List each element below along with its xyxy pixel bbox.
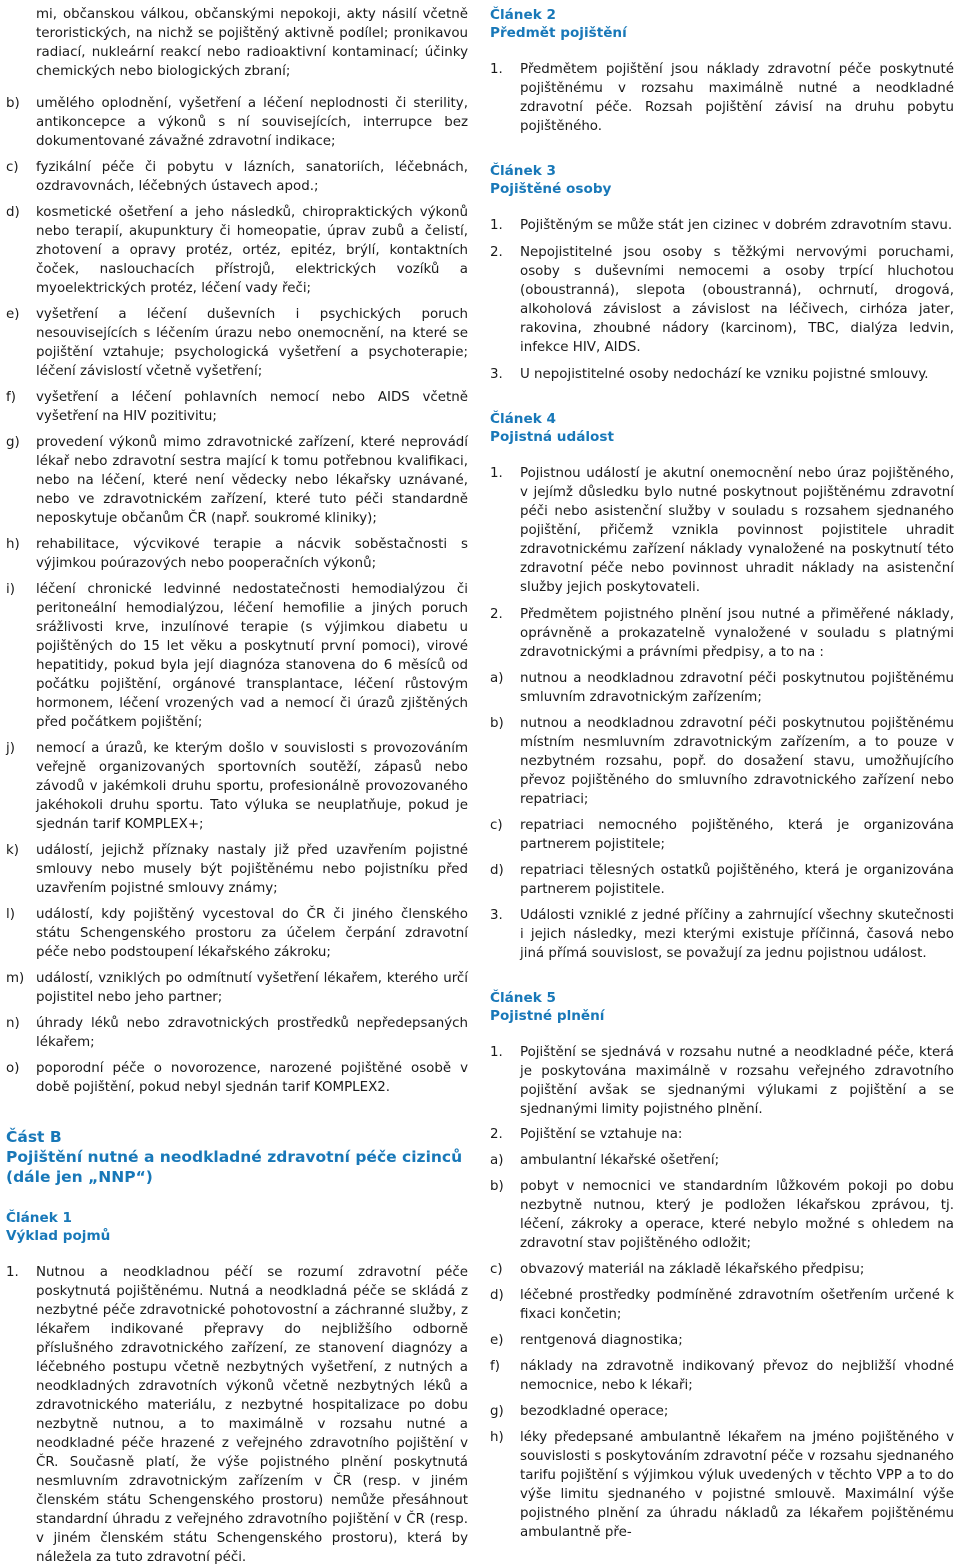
part-b-title: Pojištění nutné a neodkladné zdravotní péče cizinců (dále jen „NNP“): [6, 1148, 463, 1187]
item-label: b): [6, 96, 20, 112]
item-label: n): [6, 1016, 20, 1032]
item-label: f): [490, 1359, 500, 1374]
item-text: léčení chronické ledvinné nedostatečnosti hemodialýzou či peritoneální hemodialýzou, léčení hemofilie a jiných poruch srážlivosti krve, inzulínové terapie (s výjimkou diabetu u pojištěných do 15 let věku a poskytnutí první pomoci), virové hepatitidy, pokud byla její diagnóza stanovena do 6 měsíců od počátku pojištění, orgánové transplantace, léčení růstovým hormonem, léčení vrozených vad a nemocí či úrazů zjištěných před počátkem pojištění;: [36, 582, 468, 731]
item-text: léčebné prostředky podmíněné zdravotním ošetřením určené k fixaci končetin;: [520, 1288, 954, 1322]
exclusions-continuation: mi, občanskou válkou, občanskými nepokoji, akty násilí včetně teroristických, na nichž se pojištěný aktivně podílel; pronikavou radiací, nukleární reakcí nebo radioaktivní kontaminací; účinky chemických nebo biologických zbraní;: [36, 7, 468, 79]
item-text: událostí, kdy pojištěný vycestoval do ČR či jiného členského státu Schengenského prostoru za účelem čerpání zdravotní péče nebo podstoupení lékařského zákroku;: [36, 907, 468, 961]
article-5-sub-item-b: [490, 1177, 954, 1253]
item-label: d): [490, 863, 504, 878]
item-label: 1.: [6, 1265, 19, 1281]
item-text: obvazový materiál na základě lékařského předpisu;: [520, 1262, 865, 1277]
article-4-label: Článek 4: [490, 411, 556, 427]
article-4-sub-item-b: [490, 714, 954, 809]
right-column: [490, 0, 954, 1542]
item-label: i): [6, 582, 15, 598]
exclusion-item-h: [6, 535, 468, 573]
article-5-sub-item-g: [490, 1402, 954, 1421]
article-4-sub-item-d: [490, 861, 954, 899]
exclusion-item-j: [6, 739, 468, 834]
exclusion-item-d: [6, 203, 468, 298]
item-text: umělého oplodnění, vyšetření a léčení neplodnosti či sterility, antikoncepce a výkonů s ní souvisejících, interrupce bez dokumentované závažné zdravotní indikace;: [36, 96, 468, 150]
article-3-item-1: [490, 216, 954, 235]
item-label: l): [6, 907, 15, 923]
article-5-sub-item-f: [490, 1357, 954, 1395]
item-text: nutnou a neodkladnou zdravotní péči poskytnutou pojištěnému místním nesmluvním zdravotnickým zařízením, a to pouze v nezbytném rozsahu, popř. do dosažení stavu, umožňujícího převoz pojištěného do smluvního zdravotnického zařízení nebo repatriaci;: [520, 716, 954, 807]
item-text: vyšetření a léčení pohlavních nemocí nebo AIDS včetně vyšetření na HIV pozitivitu;: [36, 390, 468, 425]
item-text: rentgenová diagnostika;: [520, 1333, 683, 1348]
exclusion-item-e: [6, 305, 468, 381]
item-label: f): [6, 390, 16, 406]
item-label: c): [6, 160, 19, 176]
article-5-sub-item-a: [490, 1151, 954, 1170]
item-label: h): [6, 537, 20, 553]
item-text: provedení výkonů mimo zdravotnické zařízení, které neprovádí lékař nebo zdravotní sestra mající k tomu potřebnou kvalifikaci, nebo na léčení, které není vědecky nebo lékařsky uznávané, nebo ve zdravotnickém zařízení, které tuto péči standardně neposkytuje občanům ČR (např. soukromé kliniky);: [36, 435, 468, 527]
item-text: Předmětem pojištění jsou náklady zdravotní péče poskytnuté pojištěnému v rozsahu maximálně nutné a neodkladné zdravotní péče. Rozsah pojištění závisí na druhu pobytu pojištěného.: [520, 62, 954, 134]
article-3-item-2: [490, 243, 954, 357]
item-label: 1.: [490, 218, 503, 233]
item-label: j): [6, 741, 15, 757]
item-text: fyzikální péče či pobytu v lázních, sanatoriích, léčebnách, ozdravovnách, léčebných ústavech apod.;: [36, 160, 468, 195]
item-text: ambulantní lékařské ošetření;: [520, 1153, 720, 1168]
article-5-title: Pojistné plnění: [490, 1008, 605, 1024]
exclusion-item-g: [6, 433, 468, 528]
item-text: Předmětem pojistného plnění jsou nutné a přiměřené náklady, oprávněně a prokazatelně vynaložené v souladu s platnými zdravotnickými a právními předpisy, a to na :: [520, 607, 954, 660]
item-text: Pojištění se sjednává v rozsahu nutné a neodkladné péče, která je poskytována maximálně v rozsahu veřejného zdravotního pojištění avšak se sjednanými výlukami z pojištění a se sjednanými limity pojistného plnění.: [520, 1045, 954, 1117]
item-text: U nepojistitelné osoby nedochází ke vzniku pojistné smlouvy.: [520, 367, 929, 382]
item-text: Pojištěným se může stát jen cizinec v dobrém zdravotním stavu.: [520, 218, 953, 233]
item-text: léky předepsané ambulantně lékařem na jméno pojištěného v souvislosti s poskytováním zdravotní péče v rozsahu sjednaného tarifu pojištění s výjimkou výluk uvedených v těchto VPP a to do výše limitu sjednaného v pojistné smlouvě. Maximální výše pojistného plnění za úhradu nákladů za lékařem pojištěnému ambulantně pře-: [520, 1430, 954, 1540]
article-4-title: Pojistná událost: [490, 429, 614, 445]
item-text: Události vzniklé z jedné příčiny a zahrnující všechny skutečnosti i jejich následky, mezi kterými existuje příčinná, časová nebo jiná přímá souvislost, se považují za jednu pojistnou událost.: [520, 908, 954, 961]
item-text: nemocí a úrazů, ke kterým došlo v souvislosti s provozováním veřejně organizovaných sportovních soutěží, zápasů nebo závodů v jakémkoli druhu sportu, profesionálně provozovaného jakéhokoli druhu sportu. Tato výluka se neuplatňuje, pokud je sjednán tarif KOMPLEX+;: [36, 741, 468, 833]
article-1-title: Výklad pojmů: [6, 1228, 111, 1245]
item-text: vyšetření a léčení duševních i psychických poruch nesouvisejících s léčením úrazu nebo onemocnění, na které se pojištění vztahuje; psychologická vyšetření a psychoterapie; léčení závislostí včetně vyšetření;: [36, 307, 468, 380]
article-5-sub-item-d: [490, 1286, 954, 1324]
article-4-item-1: [490, 464, 954, 597]
item-label: 3.: [490, 908, 503, 923]
item-label: 1.: [490, 466, 503, 481]
exclusion-item-l: [6, 905, 468, 962]
part-b-label: Část B: [6, 1128, 62, 1147]
exclusion-item-c: [6, 158, 468, 196]
part-b-heading: [6, 1127, 468, 1187]
item-text: událostí, jejichž příznaky nastaly již před uzavřením pojistné smlouvy nebo musely být pojištěnému nebo pojistníku před uzavřením pojistné smlouvy známy;: [36, 843, 468, 897]
article-3-label: Článek 3: [490, 163, 556, 179]
article-2-label: Článek 2: [490, 7, 556, 23]
item-label: a): [490, 1153, 504, 1168]
item-label: d): [490, 1288, 504, 1303]
item-label: e): [490, 1333, 504, 1348]
item-text: úhrady léků nebo zdravotnických prostředků nepředepsaných lékařem;: [36, 1016, 468, 1051]
article-5-sub-item-h: [490, 1428, 954, 1542]
item-text: bezodkladné operace;: [520, 1404, 669, 1419]
item-text: nutnou a neodkladnou zdravotní péči poskytnutou pojištěnému smluvním zdravotnickým zařízením;: [520, 671, 954, 705]
article-1-label: Článek 1: [6, 1210, 72, 1227]
article-4-sub-item-c: [490, 816, 954, 854]
exclusion-item-n: [6, 1014, 468, 1052]
article-1-item-1: [6, 1263, 468, 1567]
item-text: pobyt v nemocnici ve standardním lůžkovém pokoji po dobu nezbytně nutnou, který je podložen lékařskou zprávou, tj. léčení, zákroky a operace, které nebylo možné s ohledem na zdravotní stav pojištěného odložit;: [520, 1179, 954, 1251]
article-5-item-1: [490, 1043, 954, 1119]
item-label: a): [490, 671, 504, 686]
item-label: c): [490, 818, 503, 833]
item-label: h): [490, 1430, 504, 1445]
article-3-item-3: [490, 365, 954, 384]
item-text: Nutnou a neodkladnou péčí se rozumí zdravotní péče poskytnutá pojištěnému. Nutná a neodkladná péče se skládá z nezbytné péče zdravotnické pohotovostní a záchranné služby, z lékařem indikované přepravy do nejbližšího odborně příslušného zdravotnického zařízení, ze stanovení diagnózy a léčebného postupu včetně nezbytných vyšetření, z nutných a neodkladných zdravotních výkonů včetně nezbytných léků a zdravotnického materiálu, z nezbytné hospitalizace po dobu nezbytně nutnou, a to maximálně v rozsahu nutné a neodkladné péče hrazené z veřejného zdravotního pojištění v ČR. Současně platí, že výše pojistného plnění poskytnutá nesmluvním zdravotnickým zařízením v ČR (resp. v jiném členském státu Schengenského prostoru) nemůže přesáhnout standardní úhradu z veřejného zdravotního pojištění v ČR (resp. v jiném členském státu Schengenského prostoru), která by náležela za tuto zdravotní péči.: [36, 1265, 468, 1566]
article-5-label: Článek 5: [490, 990, 556, 1006]
item-text: Pojištění se vztahuje na:: [520, 1127, 683, 1142]
item-label: e): [6, 307, 20, 323]
item-text: Nepojistitelné jsou osoby s těžkými nervovými poruchami, osoby s duševními nemocemi a osoby trpící hluchotou (oboustranná), slepota (oboustranná), ochrnutí, drogová, alkoholová závislost a závislost na léčivech, cirhóza jater, rakovina, zhoubné nádory (karcinom), TBC, dialýza ledvin, infekce HIV, AIDS.: [520, 245, 954, 355]
item-label: g): [490, 1404, 504, 1419]
item-label: b): [490, 716, 504, 731]
article-2-title: Předmět pojištění: [490, 25, 627, 41]
exclusion-item-k: [6, 841, 468, 898]
item-text: poporodní péče o novorozence, narozené pojištěné osobě v době pojištění, pokud nebyl sjednán tarif KOMPLEX2.: [36, 1061, 468, 1096]
item-text: kosmetické ošetření a jeho následků, chiropraktických výkonů nebo terapií, akupunktury či homeopatie, úprav zubů a čelistí, zhotovení a opravy protéz, ortéz, epitéz, brýlí, kontaktních čoček, naslouchacích přístrojů, elektrických vozíků a myoelektrických protéz, léčení vady řeči;: [36, 205, 468, 297]
article-2-item-1: [490, 60, 954, 136]
item-label: 3.: [490, 367, 503, 382]
item-label: g): [6, 435, 20, 451]
item-text: náklady na zdravotně indikovaný převoz do nejbližší vhodné nemocnice, nebo k lékaři;: [520, 1359, 954, 1393]
item-label: d): [6, 205, 20, 221]
item-label: c): [490, 1262, 503, 1277]
exclusion-item-o: [6, 1059, 468, 1097]
item-label: b): [490, 1179, 504, 1194]
item-label: 1.: [490, 1045, 503, 1060]
item-text: repatriaci nemocného pojištěného, která je organizována partnerem pojistitele;: [520, 818, 954, 852]
item-text: událostí, vzniklých po odmítnutí vyšetření lékařem, kterého určí pojistitel nebo jeho partner;: [36, 971, 468, 1006]
exclusion-item-b: [6, 94, 468, 151]
exclusion-item-i: [6, 580, 468, 732]
article-4-item-2: [490, 605, 954, 662]
item-label: 2.: [490, 607, 503, 622]
exclusion-item-m: [6, 969, 468, 1007]
item-label: 2.: [490, 1127, 503, 1142]
article-4-item-3: [490, 906, 954, 963]
article-4-sub-item-a: [490, 669, 954, 707]
item-label: m): [6, 971, 25, 987]
item-label: 2.: [490, 245, 503, 260]
exclusion-item-f: [6, 388, 468, 426]
article-5-item-2: [490, 1125, 954, 1144]
item-text: Pojistnou událostí je akutní onemocnění nebo úraz pojištěného, v jejímž důsledku bylo nutné poskytnout pojištěnému zdravotní péči nebo asistenční služby v souladu s rozsahem sjednaného pojištění, přičemž vznikla povinnost pojistitele uhradit zdravotnickému zařízení náklady vynaložené na poskytnutí této zdravotní péče nebo povinnost uhradit náklady na asistenční služby jejich poskytovateli.: [520, 466, 954, 595]
item-label: o): [6, 1061, 20, 1077]
article-5-sub-item-c: [490, 1260, 954, 1279]
item-label: 1.: [490, 62, 503, 77]
item-label: k): [6, 843, 19, 859]
item-text: rehabilitace, výcvikové terapie a nácvik soběstačnosti s výjimkou poúrazových nebo pooperačních výkonů;: [36, 537, 468, 572]
left-column: [6, 0, 468, 1567]
article-3-title: Pojištěné osoby: [490, 181, 612, 197]
item-text: repatriaci tělesných ostatků pojištěného, která je organizována partnerem pojistitele.: [520, 863, 954, 897]
article-5-sub-item-e: [490, 1331, 954, 1350]
